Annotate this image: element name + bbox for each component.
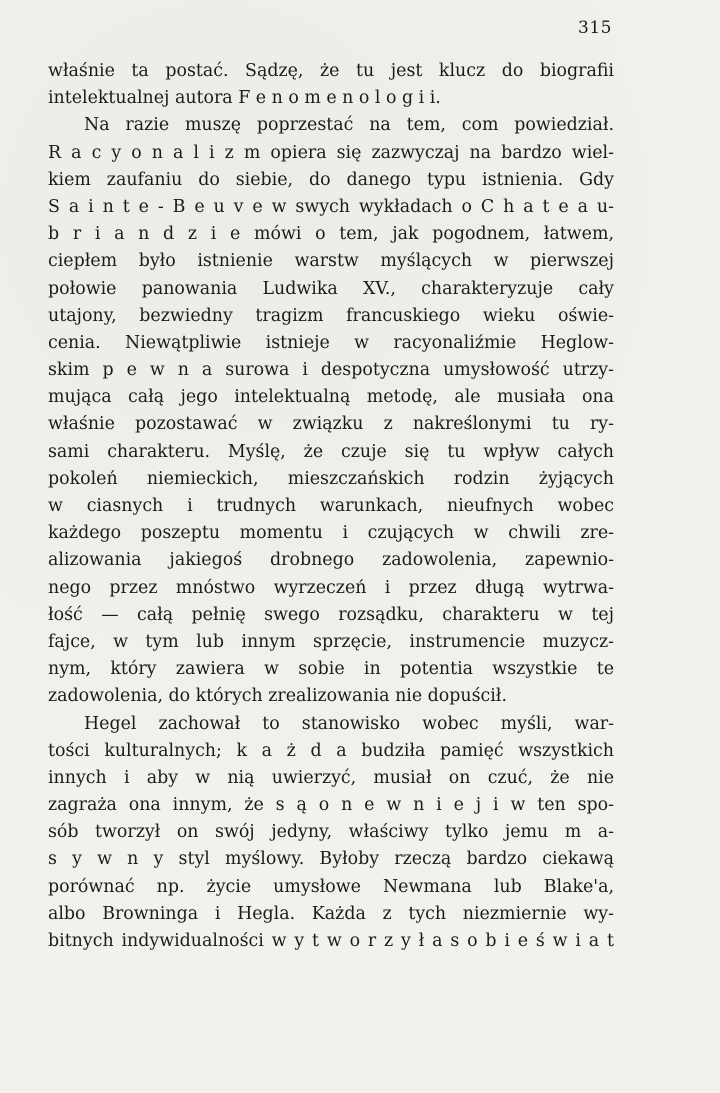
text-line: połowie panowania Ludwika XV., charakteryzuje cały xyxy=(48,278,614,299)
text-line: tości kulturalnych; k a ż d a budziła pamięć wszystkich xyxy=(48,740,614,761)
text-line: fajce, w tym lub innym sprzęcie, instrumencie muzycz- xyxy=(48,631,614,652)
text-line: sami charakteru. Myślę, że czuje się tu wpływ całych xyxy=(48,441,614,462)
text-line: albo Browninga i Hegla. Każda z tych niezmiernie wy- xyxy=(48,903,614,924)
text-line: w ciasnych i trudnych warunkach, nieufnych wobec xyxy=(48,496,614,516)
text-line: s y w n y styl myślowy. Byłoby rzeczą bardzo ciekawą xyxy=(48,849,614,870)
text-line: R a c y o n a l i z m opiera się zazwyczaj na bardzo wiel- xyxy=(48,142,614,163)
text-line: nym, który zawiera w sobie in potentia wszystkie te xyxy=(48,659,614,680)
text-line: kiem zaufaniu do siebie, do danego typu istnienia. Gdy xyxy=(48,169,614,190)
text-line: porównać np. życie umysłowe Newmana lub Blake'a, xyxy=(48,876,614,897)
text-line: innych i aby w nią uwierzyć, musiał on czuć, że nie xyxy=(48,767,614,788)
text-line: właśnie pozostawać w związku z nakreślonymi tu ry- xyxy=(48,414,614,435)
text-line: zagraża ona innym, że s ą o n e w n i e j i w ten spo- xyxy=(48,795,614,816)
text-line: intelektualnej autora F e n o m e n o l o g i i. xyxy=(48,88,441,109)
body-text xyxy=(48,58,614,955)
text-line: łość — całą pełnię swego rozsądku, charakteru w tej xyxy=(48,604,614,625)
text-line: skim p e w n a surowa i despotyczna umysłowość utrzy- xyxy=(48,360,614,381)
text-line: b r i a n d z i e mówi o tem, jak pogodnem, łatwem, xyxy=(48,224,614,245)
text-line: każdego poszeptu momentu i czujących w chwili zre- xyxy=(48,523,614,544)
text-line: Na razie muszę poprzestać na tem, com powiedział. xyxy=(84,115,614,136)
text-line: pokoleń niemieckich, mieszczańskich rodzin żyjących xyxy=(48,468,614,489)
text-line: właśnie ta postać. Sądzę, że tu jest klucz do biografii xyxy=(48,61,614,81)
text-line: Hegel zachował to stanowisko wobec myśli, war- xyxy=(84,713,614,734)
text-line: utajony, bezwiedny tragizm francuskiego wieku oświe- xyxy=(48,305,614,326)
text-line: S a i n t e - B e u v e w swych wykładach o C h a t e a u- xyxy=(48,196,614,217)
text-line: alizowania jakiegoś drobnego zadowolenia, zapewnio- xyxy=(48,550,614,571)
text-line: bitnych indywidualności w y t w o r z y ł a s o b i e ś w i a t xyxy=(48,931,614,951)
text-line: mująca całą jego intelektualną metodę, ale musiała ona xyxy=(48,387,614,408)
text-line: cenia. Niewątpliwie istnieje w racyonaliźmie Heglow- xyxy=(48,332,614,353)
text-line: nego przez mnóstwo wyrzeczeń i przez długą wytrwa- xyxy=(48,577,614,598)
text-line: zadowolenia, do których zrealizowania nie dopuścił. xyxy=(48,686,507,707)
text-line: sób tworzył on swój jedyny, właściwy tylko jemu m a- xyxy=(48,822,614,843)
page-number: 315 xyxy=(578,18,612,38)
text-line: ciepłem było istnienie warstw myślących w pierwszej xyxy=(48,251,614,272)
